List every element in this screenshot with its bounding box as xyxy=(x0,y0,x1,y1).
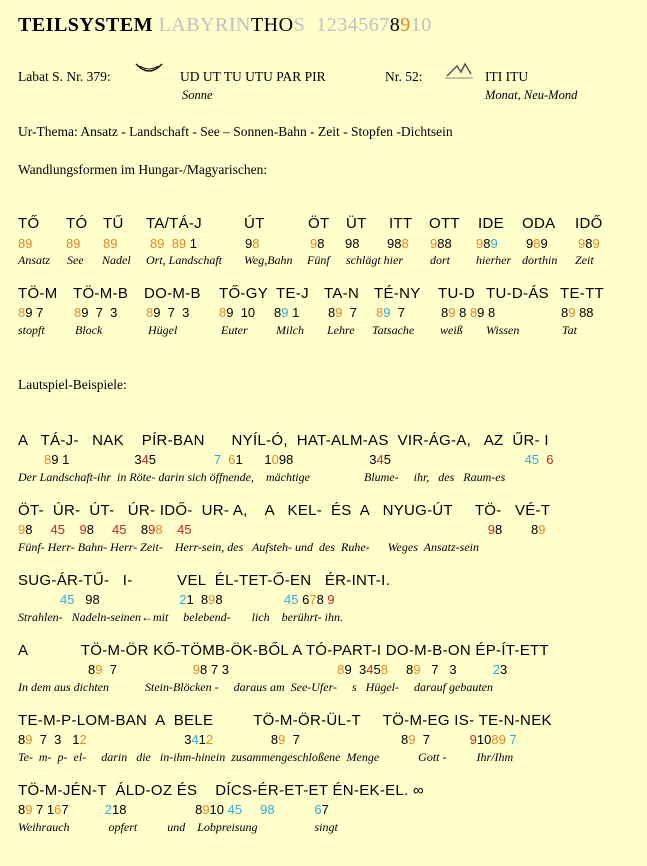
row1-word: TŐ xyxy=(18,215,40,232)
row1-word: TŰ xyxy=(103,215,124,232)
row1-word: OTT xyxy=(429,215,460,232)
example1-numbers: 89 1 345 7 61 1098 345 45 6 xyxy=(44,452,554,467)
row1-gloss: dort xyxy=(430,253,451,267)
row2-gloss: Tatsache xyxy=(372,323,415,337)
row2-word: TŐ-GY xyxy=(219,285,268,302)
row2-numbers: 89 7 3 xyxy=(74,305,118,320)
row2-gloss: Milch xyxy=(276,323,304,337)
title-part-labyrin: LABYRIN xyxy=(158,14,251,36)
ur-thema: Ur-Thema: Ansatz - Landschaft - See – Sonnen-Bahn - Zeit - Stopfen -Dichtsein xyxy=(18,124,453,139)
row2-gloss: Lehre xyxy=(327,323,355,337)
row2-numbers: 89 7 3 xyxy=(146,305,190,320)
row1-gloss: Ort, Landschaft xyxy=(146,253,223,267)
labat-gloss2: Monat, Neu-Mond xyxy=(485,88,578,102)
row1-gloss: Zeit xyxy=(575,253,594,267)
row1-gloss: Weg,Bahn xyxy=(244,253,293,267)
row2-numbers: 89 7 xyxy=(18,305,44,320)
title-num-9: 9 xyxy=(400,14,411,36)
title-num-8: 8 xyxy=(389,14,401,36)
row1-numbers: 98 xyxy=(345,236,360,251)
lautspiel-heading: Lautspiel-Beispiele: xyxy=(18,377,127,392)
example4-text: A TÖ-M-ÖR KŐ-TÖMB-ÖK-BŐL A TÓ-PART-I DO-M-B-ON ÉP-ÍT-ETT xyxy=(18,642,549,659)
row1-gloss: schlägt hier xyxy=(346,253,403,267)
row2-word: DO-M-B xyxy=(144,285,201,302)
row1-word: TÓ xyxy=(66,215,88,232)
row2-gloss: Wissen xyxy=(486,323,520,337)
labat-gloss1: Sonne xyxy=(182,88,213,102)
row1-word: IDE xyxy=(478,215,504,232)
row2-word: TÉ-NY xyxy=(374,285,421,302)
row1-numbers: 89 xyxy=(103,236,118,251)
example2-gloss: Fünf- Herr- Bahn- Herr- Zeit- Herr-sein, des Aufsteh- und des Ruhe- Weges Ansatz-sein xyxy=(18,540,479,554)
example2-text: ÖT- ÚR- ÚT- ÚR- IDŐ- UR- A, A KEL- ÉS A NYUG-ÚT TÖ- VÉ-T xyxy=(18,502,551,519)
row2-numbers: 89 8 89 8 xyxy=(441,305,496,320)
row2-gloss: weiß xyxy=(440,323,463,337)
row2-gloss: Hügel xyxy=(148,323,178,337)
row1-word: ÚT xyxy=(244,215,265,232)
row1-numbers: 89 xyxy=(18,236,33,251)
example5-text: TE-M-P-LOM-BAN A BELE TÖ-M-ÖR-ÜL-T TÖ-M-EG IS- TE-N-NEK xyxy=(18,712,552,729)
sun-sign-icon xyxy=(134,60,164,78)
example6-text: TÖ-M-JÉN-T ÁLD-OZ ÉS DÍCS-ÉR-ET-ET ÉN-EK-EL. ∞ xyxy=(18,782,425,799)
row1-gloss: dorthin xyxy=(522,253,558,267)
row1-word: ÜT xyxy=(346,215,367,232)
labat-readings1: UD UT TU UTU PAR PIR xyxy=(180,69,326,84)
title-part-teilsystem: TEILSYSTEM xyxy=(18,14,154,36)
example2-numbers: 98 45 98 45 898 45 98 89 xyxy=(18,522,546,537)
example4-numbers: 89 7 98 7 3 89 3458 89 7 3 23 xyxy=(88,662,508,677)
title-part-s: S xyxy=(293,14,306,36)
row1-numbers: 988 xyxy=(387,236,409,251)
example6-numbers: 89 7 167 218 8910 45 98 67 xyxy=(18,802,329,817)
page-title xyxy=(18,14,432,37)
row1-numbers: 89 xyxy=(66,236,81,251)
example6-gloss: Weihrauch opfert und Lobpreisung singt xyxy=(18,820,338,834)
example5-gloss: Te- m- p- el- darin die in-ihm-hinein zusammengeschloßene Menge Gott - Ihr/Ihm xyxy=(18,750,514,764)
row2-word: TU-D-ÁS xyxy=(486,285,549,302)
example5-numbers: 89 7 3 12 3412 89 7 89 7 91089 7 xyxy=(18,732,517,747)
row1-numbers: 989 xyxy=(526,236,548,251)
row2-numbers: 89 7 xyxy=(328,305,357,320)
row1-gloss: hierher xyxy=(476,253,512,267)
row1-gloss: Nadel xyxy=(102,253,131,267)
wandlungsformen-heading: Wandlungsformen im Hungar-/Magyarischen: xyxy=(18,162,268,177)
row2-word: TE-J xyxy=(276,285,309,302)
example4-gloss: In dem aus dichten Stein-Blöcken - daraus am See-Ufer- s Hügel- darauf gebauten xyxy=(18,680,493,694)
row2-numbers: 89 10 xyxy=(219,305,256,320)
example3-text: SUG-ÁR-TŰ- I- VEL ÉL-TET-Ő-EN ÉR-INT-I. xyxy=(18,572,391,589)
row2-numbers: 89 1 xyxy=(274,305,300,320)
row1-numbers: 989 xyxy=(578,236,600,251)
row2-word: TE-TT xyxy=(560,285,604,302)
row1-word: TA/TÁ-J xyxy=(146,215,202,232)
row1-gloss: Ansatz xyxy=(18,253,51,267)
row1-numbers: 89 89 1 xyxy=(150,236,198,251)
row2-gloss: Tat xyxy=(562,323,577,337)
example3-numbers: 45 98 21 898 45 678 9 xyxy=(60,592,335,607)
row1-numbers: 98 xyxy=(245,236,260,251)
row1-word: ITT xyxy=(389,215,413,232)
labat-readings2: ITI ITU xyxy=(485,69,529,84)
row1-word: IDŐ xyxy=(575,215,603,232)
row2-word: TÖ-M-B xyxy=(73,285,129,302)
row1-numbers: 988 xyxy=(430,236,452,251)
row2-numbers: 89 7 xyxy=(376,305,405,320)
example1-gloss: Der Landschaft-ihr in Röte- darin sich öffnende, mächtige Blume- ihr, des Raum-es xyxy=(18,470,506,484)
example1-text: A TÁ-J- NAK PÍR-BAN NYÍL-Ó, HAT-ALM-AS VIR-ÁG-A, AZ ŰR- I xyxy=(18,432,549,449)
row1-gloss: See xyxy=(67,253,84,267)
row2-word: TU-D xyxy=(438,285,476,302)
labat-nr52: Nr. 52: xyxy=(385,69,423,84)
title-part-tho: THO xyxy=(250,14,294,36)
labat-prefix: Labat S. Nr. 379: xyxy=(18,69,111,84)
title-nums: 1234567 xyxy=(316,14,390,36)
row2-numbers: 89 88 xyxy=(561,305,594,320)
row1-numbers: 989 xyxy=(476,236,498,251)
moon-sign-icon xyxy=(443,60,475,80)
row2-gloss: Euter xyxy=(221,323,248,337)
row2-gloss: Block xyxy=(75,323,103,337)
row1-word: ODA xyxy=(522,215,556,232)
row2-word: TA-N xyxy=(324,285,360,302)
row2-gloss: stopft xyxy=(18,323,45,337)
example3-gloss: Strahlen- Nadeln-seinen←mit belebend- lich berührt- ihn. xyxy=(18,610,343,624)
title-num-10: 10 xyxy=(410,14,432,36)
row1-numbers: 98 xyxy=(310,236,325,251)
row1-gloss: Fünf xyxy=(307,253,330,267)
row2-word: TÖ-M xyxy=(18,285,58,302)
row1-word: ÖT xyxy=(308,215,330,232)
